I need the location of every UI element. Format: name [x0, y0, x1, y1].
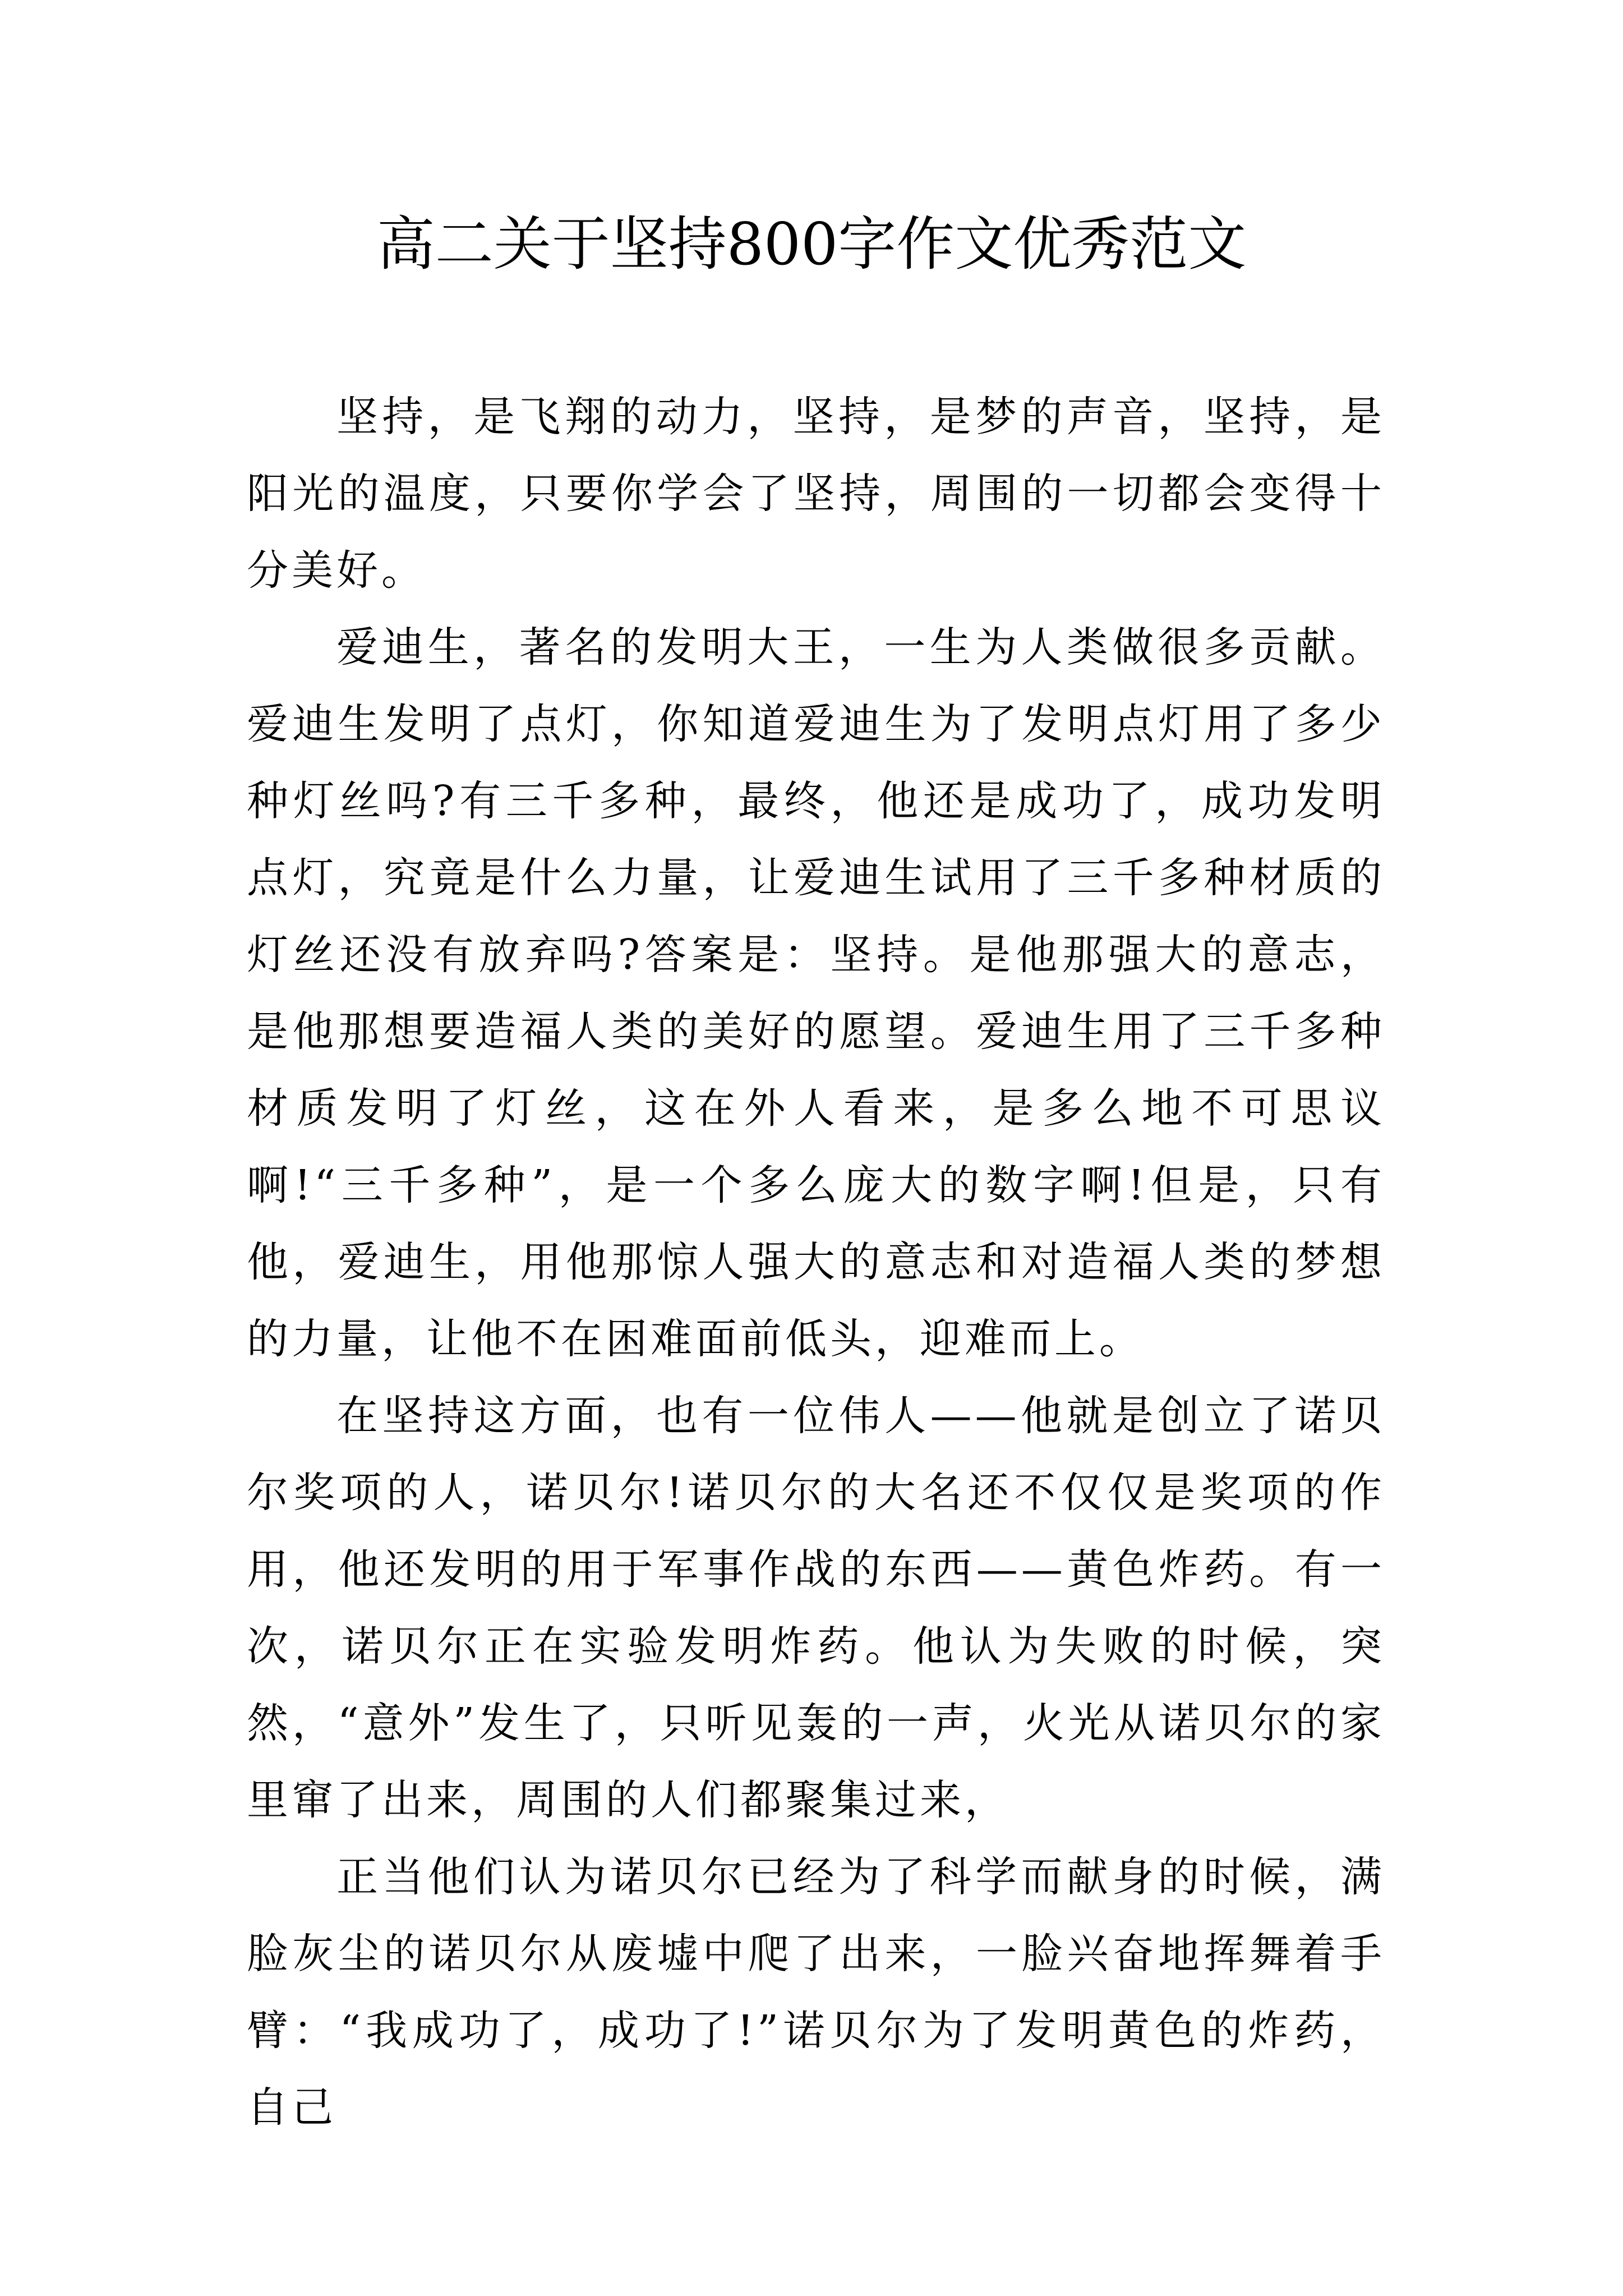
document-body [247, 379, 1385, 2146]
paragraph-2: 爱迪生，著名的发明大王，一生为人类做很多贡献。爱迪生发明了点灯，你知道爱迪生为了发明点灯用了多少种灯丝吗?有三千多种，最终，他还是成功了，成功发明点灯，究竟是什么力量，让爱迪生试用了三千多种材质的灯丝还没有放弃吗?答案是：坚持。是他那强大的意志，是他那想要造福人类的美好的愿望。爱迪生用了三千多种材质发明了灯丝，这在外人看来，是多么地不可思议啊!“三千多种”，是一个多么庞大的数字啊!但是，只有他，爱迪生，用他那惊人强大的意志和对造福人类的梦想的力量，让他不在困难面前低头，迎难而上。 [247, 623, 1385, 1363]
paragraph-4: 正当他们认为诺贝尔已经为了科学而献身的时候，满脸灰尘的诺贝尔从废墟中爬了出来，一脸兴奋地挥舞着手臂：“我成功了，成功了!”诺贝尔为了发明黄色的炸药，自己 [247, 1853, 1385, 2132]
document-title: 高二关于坚持800字作文优秀范文 [376, 210, 1247, 278]
paragraph-3: 在坚持这方面，也有一位伟人——他就是创立了诺贝尔奖项的人，诺贝尔!诺贝尔的大名还不仅仅是奖项的作用，他还发明的用于军事作战的东西——黄色炸药。有一次，诺贝尔正在实验发明炸药。他认为失败的时候，突然，“意外”发生了，只听见轰的一声，火光从诺贝尔的家里窜了出来，周围的人们都聚集过来， [247, 1392, 1385, 1824]
paragraph-1: 坚持，是飞翔的动力，坚持，是梦的声音，坚持，是阳光的温度，只要你学会了坚持，周围的一切都会变得十分美好。 [247, 393, 1385, 595]
